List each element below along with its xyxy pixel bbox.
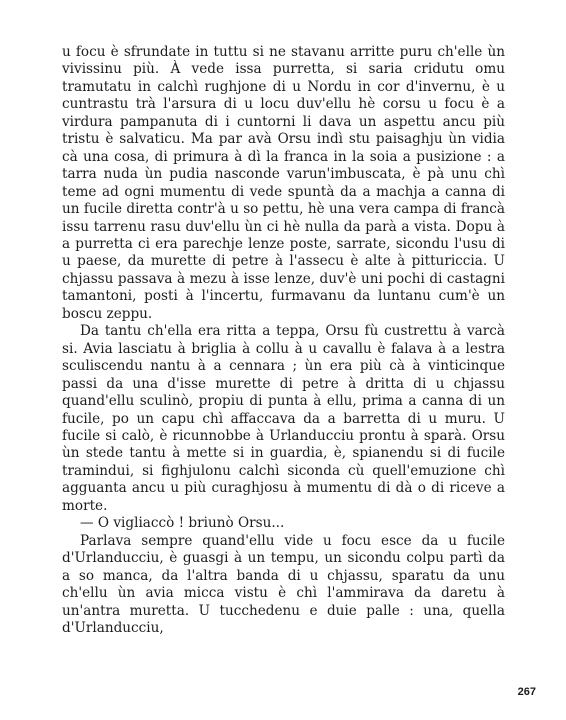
paragraph-gunshots: Parlava sempre quand'ellu vide u focu esce da u fucile d'Urlanducciu, è guasgi à un tempu, un sicondu colpu partì da a so manca, da l'altra banda di u chjassu, sparatu da unu ch'ellu ùn avia micca vistu è chì l'ammirava da daretu à un'antra muretta. U tucchedenu e duie palle : una, quella d'Urlanducciu, xyxy=(62,532,505,636)
body-text xyxy=(62,44,505,637)
paragraph-orsu-crossing: Da tantu ch'ella era ritta a teppa, Orsu fù custrettu à varcà si. Avia lasciatu à briglia à collu à u cavallu è falava à a lestra sculiscendu nantu à a cennara ; ùn era più cà à vinticinque passi da una d'isse murette di petre à dritta di u chjassu quand'ellu sculinò, propiu di punta à ellu, prima a canna di un fucile, po un capu chì affaccava da a barretta di u muru. U fucile si calò, è ricunnobbe à Urlanducciu prontu à sparà. Orsu ùn stede tantu à mette si in guardia, è, spianendu si di fucile tramindui, si fighjulonu calchì siconda cù quell'emuzione chì agguanta ancu u più curaghjosu à mumentu di dà o di riceve a morte. xyxy=(62,323,505,514)
paragraph-continuation: u focu è sfrundate in tuttu si ne stavanu arritte puru ch'elle ùn vivissinu più. À vede issa purretta, si saria cridutu omu tramutatu in calchì rughjone di u Nordu in cor d'invernu, è u cuntrastu trà l'arsura di u locu duv'ellu hè corsu u focu è a virdura pampanuta di i cuntorni li dava un aspettu ancu più tristu è salvaticu. Ma par avà Orsu indì stu paisaghju ùn vidia cà una cosa, di primura à dì la franca in la soia a pusizione : a tarra nuda ùn pudia nasconde varun'imbuscata, è pà unu chì teme ad ogni mumentu di vede spuntà da a machja a canna di un fucile diretta contr'à u so pettu, hè una vera campa di francà issu tarrenu rasu duv'ellu ùn ci hè nulla da parà a vista. Dopu à a purretta ci era parechje lenze poste, sarrate, sicondu l'usu di u paese, da murette di petre à l'assecu è alte à pitturiccia. U chjassu passava à mezu à isse lenze, duv'è uni pochi di castagni tamantoni, posti à l'incertu, furmavanu da luntanu cum'è un boscu zeppu. xyxy=(62,44,505,322)
paragraph-dialogue: — O vigliaccò ! briunò Orsu... xyxy=(80,515,285,532)
page-number: 267 xyxy=(517,686,536,698)
